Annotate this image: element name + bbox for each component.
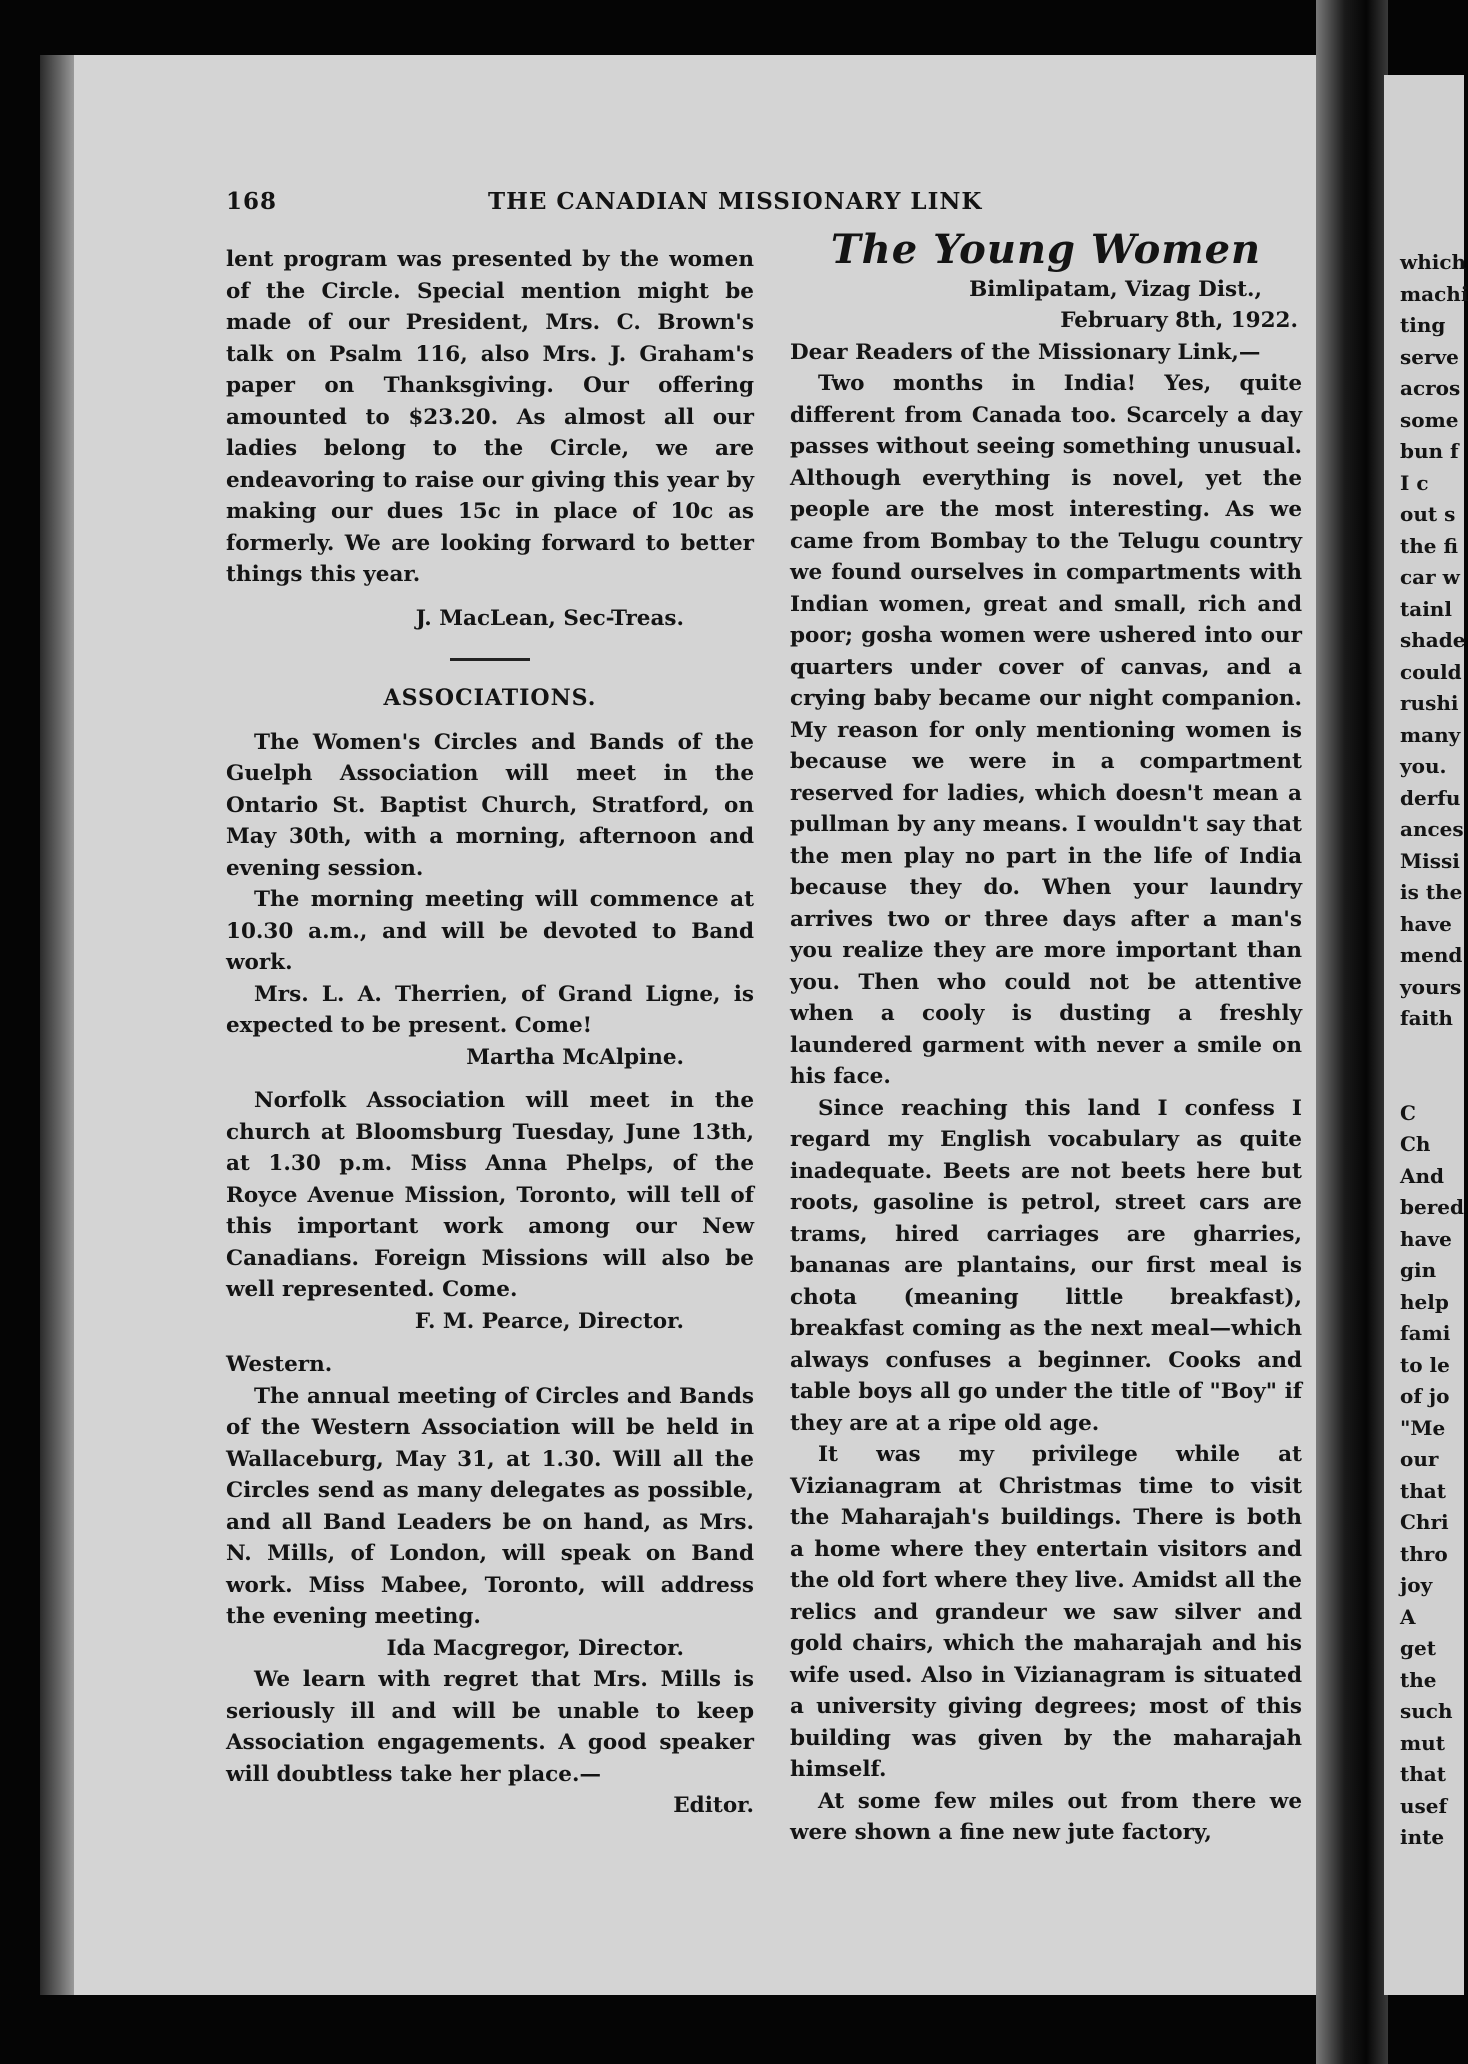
fragment-line: the — [1400, 1667, 1437, 1692]
fragment-line: faith — [1400, 1006, 1453, 1030]
signature: Editor. — [673, 1793, 754, 1818]
fragment-line: joy — [1400, 1573, 1433, 1597]
fragment-line: derfu — [1400, 785, 1461, 810]
paragraph: The morning meeting will commence at 10.30 a.m., and will be devoted to Band work. — [226, 887, 754, 975]
fragment-line: tainl — [1400, 596, 1452, 621]
paragraph: At some few miles out from there we were shown a fine new jute factory, — [790, 1788, 1302, 1845]
signature: Ida Macgregor, Director. — [386, 1635, 684, 1661]
fragment-line: thro — [1400, 1541, 1448, 1566]
fragment-line: fami — [1400, 1321, 1451, 1345]
fragment-line: Chri — [1400, 1510, 1449, 1534]
fragment-line: serve — [1400, 344, 1459, 369]
fragment-line: to le — [1400, 1352, 1450, 1377]
fragment-line: A — [1400, 1604, 1416, 1629]
fragment-line: usef — [1400, 1793, 1448, 1818]
paragraph: Two months in India! Yes, quite different from Canada too. Scarcely a day passes without seeing something unusual. Although everything is novel, yet the people are the most interesting. As we came from Bombay to the Telugu country we found ourselves in compartments with Indian women, great and small, rich and poor; gosha women were ushered into our quarters under cover of canvas, and a crying baby became our night companion. My reason for only mentioning women is because we were in a compartment reserved for ladies, which doesn't mean a pullman by any means. I wouldn't say that the men play no part in the life of India because they do. When your laundry arrives two or three days after a man's you realize they are more important than you. Then who could not be attentive when a cooly is dusting a freshly laundered garment with never a smile on his face. — [790, 371, 1302, 1089]
fragment-line: yours — [1400, 974, 1462, 999]
fragment-line: some — [1400, 407, 1459, 432]
fragment-line: the fi — [1400, 533, 1459, 558]
letter-date: February 8th, 1922. — [1060, 308, 1298, 333]
fragment-line: ances — [1400, 817, 1464, 841]
section-title: The Young Women — [830, 226, 1262, 273]
fragment-line: shade — [1400, 628, 1466, 652]
section-heading: ASSOCIATIONS. — [383, 685, 597, 711]
fragment-line: "Me — [1400, 1415, 1446, 1440]
fragment-line: which — [1400, 250, 1467, 274]
fragment-line: get — [1400, 1636, 1436, 1660]
paragraph: Mrs. L. A. Therrien, of Grand Ligne, is expected to be present. Come! — [226, 981, 754, 1038]
fragment-line: that — [1400, 1762, 1446, 1786]
fragment-line: our — [1400, 1447, 1439, 1471]
fragment-line: bered — [1400, 1195, 1464, 1219]
journal-title: THE CANADIAN MISSIONARY LINK — [488, 188, 983, 215]
paragraph: It was my privilege while at Vizianagram at Christmas time to visit the Maharajah's buildings. There is both a home where they entertain visitors and the old fort where they live. Amidst all the relics and grandeur we saw silver and gold chairs, which the maharajah and his wife used. Also in Vizianagram is situated a university giving degrees; most of this building was given by the maharajah himself. — [790, 1442, 1302, 1782]
next-page-edge — [1384, 75, 1468, 1995]
right-column — [790, 226, 1302, 1849]
fragment-line: have — [1400, 911, 1452, 936]
fragment-line: help — [1400, 1289, 1449, 1314]
fragment-line: out s — [1400, 502, 1456, 526]
divider — [450, 658, 530, 661]
fragment-line — [1400, 1035, 1468, 1067]
fragment-line: is the — [1400, 880, 1463, 904]
fragment-line: Ch — [1400, 1132, 1431, 1156]
signature: J. MacLean, Sec-Treas. — [415, 605, 684, 631]
fragment-line: And — [1400, 1163, 1445, 1188]
salutation: Dear Readers of the Missionary Link,— — [790, 339, 1261, 365]
fragment-line: gin — [1400, 1258, 1437, 1282]
next-page-text — [1400, 247, 1468, 1854]
fragment-line: Missi — [1400, 848, 1460, 873]
book-spine — [40, 55, 74, 1995]
letter-location: Bimlipatam, Vizag Dist., — [969, 276, 1262, 302]
fragment-line: could — [1400, 659, 1462, 684]
paragraph: lent program was presented by the women of the Circle. Special mention might be made of our President, Mrs. C. Brown's talk on Psalm 116, also Mrs. J. Graham's paper on Thanksgiving. Our offering amounted to $23.20. As almost all our ladies belong to the Circle, we are endeavoring to raise our giving this year by making our dues 15c in place of 10c as formerly. We are looking forward to better things this year. — [226, 247, 754, 587]
fragment-line: C — [1400, 1100, 1416, 1125]
fragment-line: mend — [1400, 943, 1463, 967]
page-number: 168 — [226, 188, 278, 215]
fragment-line: I c — [1400, 470, 1429, 495]
fragment-line: bun f — [1400, 439, 1459, 463]
fragment-line: machi — [1400, 281, 1468, 306]
fragment-line: acros — [1400, 376, 1461, 400]
paragraph: Norfolk Association will meet in the church at Bloomsburg Tuesday, June 13th, at 1.30 p.m. Miss Anna Phelps, of the Royce Avenue Mission, Toronto, will tell of this important work among our New Canadians. Foreign Missions will also be well represented. Come. — [226, 1088, 754, 1302]
fragment-line: of jo — [1400, 1384, 1450, 1408]
signature: F. M. Pearce, Director. — [414, 1308, 684, 1334]
paragraph: The annual meeting of Circles and Bands of the Western Association will be held in Wallaceburg, May 31, at 1.30. Will all the Circles send as many delegates as possible, and all Band Leaders be on hand, as Mrs. N. Mills, of London, will speak on Band work. Miss Mabee, Toronto, will address the evening meeting. — [226, 1383, 754, 1629]
fragment-line: mut — [1400, 1730, 1445, 1755]
fragment-line — [1400, 1066, 1468, 1098]
fragment-line: car w — [1400, 565, 1460, 589]
fragment-line: that — [1400, 1478, 1446, 1503]
fragment-line: have — [1400, 1226, 1452, 1251]
fragment-line: inte — [1400, 1825, 1445, 1849]
left-column — [226, 244, 754, 1822]
paragraph: We learn with regret that Mrs. Mills is seriously ill and will be unable to keep Association engagements. A good speaker will doubtless take her place.— — [226, 1667, 754, 1787]
paragraph: The Women's Circles and Bands of the Guelph Association will meet in the Ontario St. Baptist Church, Stratford, on May 30th, with a morning, afternoon and evening session. — [226, 729, 754, 881]
fragment-line: such — [1400, 1699, 1453, 1723]
fragment-line: many — [1400, 722, 1461, 747]
fragment-line: ting — [1400, 313, 1446, 337]
paragraph: Since reaching this land I confess I regard my English vocabulary as quite inadequate. Beets are not beets here but roots, gasoline is petrol, street cars are trams, hired carriages are gharries, bananas are plantains, our first meal is chota (meaning little breakfast), breakfast coming as the next meal—which always confuses a beginner. Cooks and table boys all go under the title of "Boy" if they are at a ripe old age. — [790, 1095, 1302, 1436]
signature: Martha McAlpine. — [466, 1044, 684, 1070]
fragment-line: you. — [1400, 754, 1447, 778]
page-gutter — [1316, 0, 1388, 2064]
fragment-line: rushi — [1400, 691, 1459, 715]
subheading: Western. — [226, 1352, 333, 1377]
